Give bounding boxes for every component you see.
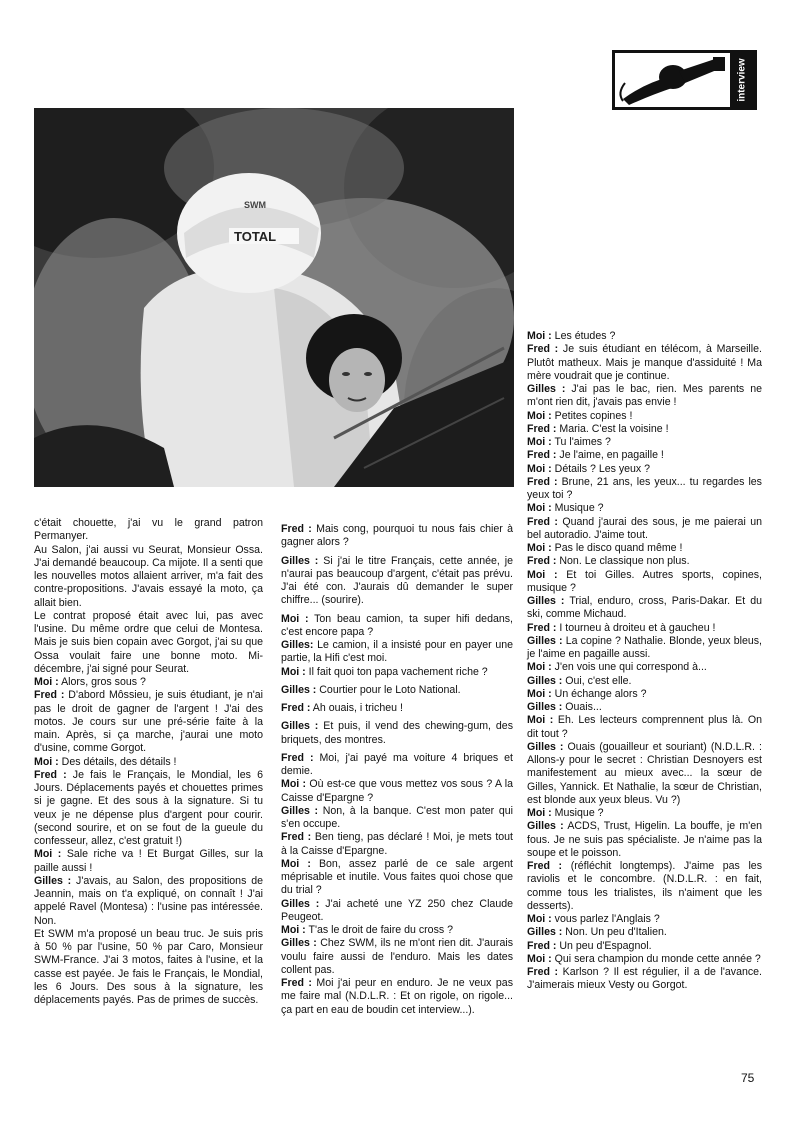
paragraph: Fred : Ah ouais, i tricheu ! [281,702,403,714]
paragraph: Gilles : La copine ? Nathalie. Blonde, yeux bleus, je l'aime en pagaille aussi. [527,634,762,660]
paragraph: Fred : I tourneu à droiteu et à gaucheu ! [527,621,716,634]
paragraph: Moi : Tu l'aimes ? [527,436,611,448]
paragraph: Moi : Musique ? [527,807,604,819]
paragraph: Gilles: Le camion, il a insisté pour en payer une partie, la Hifi c'est moi. [281,639,513,665]
paragraph: Moi : Des détails, des détails ! [34,755,177,768]
svg-text:SWM: SWM [244,200,266,210]
paragraph: Gilles : Non, à la banque. C'est mon pater qui s'en occupe. [281,804,513,830]
paragraph: c'était chouette, j'ai vu le grand patron Permanyer. [34,517,263,543]
paragraph: Gilles : Courtier pour le Loto National. [281,683,461,696]
paragraph: Fred : Je l'aime, en pagaille ! [527,449,664,462]
paragraph: Moi : Ton beau camion, ta super hifi dedans, c'est encore papa ? [281,612,513,638]
page-number: 75 [741,1071,755,1085]
paragraph: Moi : J'en vois une qui correspond à... [527,661,707,674]
paragraph: Moi : Qui sera champion du monde cette année ? [527,952,761,965]
article-column-2 [281,523,513,1017]
paragraph: Fred : (réfléchit longtemps). J'aime pas les raviolis et le concombre. (N.D.L.R. : en fait, comme tous les trialistes, ils n'aiment que les desserts). [527,860,762,912]
paragraph: Et SWM m'a proposé un beau truc. Je suis pris à 50 % par l'usine, 50 % par Caro, Monsieur SWM-France. J'ai 3 motos, faites à l'usine, et la casse est payée. Je fais le Français, le Mondial, les 6 Jours. Des sous à la signature, les déplacements payés. Pas de primes de succès. [34,927,263,1006]
paragraph: Fred : Moi j'ai peur en enduro. Je ne veux pas me faire mal (N.D.L.R. : Et on rigole, on rigole... ça part en eau de boudin cet interview...). [281,977,513,1016]
paragraph: Moi : Alors, gros sous ? [34,676,146,688]
paragraph: Moi : Où est-ce que vous mettez vos sous ? A la Caisse d'Epargne ? [281,778,513,804]
paragraph: Fred : Un peu d'Espagnol. [527,939,652,952]
paragraph: Moi : Petites copines ! [527,409,633,422]
paragraph: Le contrat proposé était avec lui, pas avec l'usine. Du même ordre que celui de Montesa. Mais je suis bien copain avec Gorgot, j'ai su que Ossa voulait faire une bonne moto. Mi-décembre, j'ai signé pour Seurat. [34,609,263,675]
paragraph: Fred : Moi, j'ai payé ma voiture 4 briques et demie. [281,751,513,777]
paragraph: Moi : Pas le disco quand même ! [527,542,683,554]
paragraph: Moi : vous parlez l'Anglais ? [527,913,660,925]
paragraph: Moi : Et toi Gilles. Autres sports, copines, musique ? [527,568,762,594]
paragraph: Gilles : J'ai pas le bac, rien. Mes parents ne m'ont rien dit, j'avais pas envie ! [527,383,762,409]
microphone-hand-icon [615,53,733,107]
paragraph: Gilles : Si j'ai le titre Français, cette année, je n'aurai pas beaucoup d'argent, c'était pas prévu. J'ai été con. J'aurais dû demander le super chiffre... (sourire). [281,554,513,607]
paragraph: Moi : Un échange alors ? [527,687,647,700]
paragraph: Moi : Les études ? [527,330,616,342]
paragraph: Moi : Musique ? [527,502,604,515]
paragraph: Gilles : Oui, c'est elle. [527,674,632,687]
rider-photo [34,108,514,487]
paragraph: Fred : Je fais le Français, le Mondial, les 6 Jours. Déplacements payés et chouettes primes si je gagne. Et des sous à la signature. Si tu veux je ne dépense plus d'argent pour courir. (second sourire, et on se fout de la gueule du confesseur, allez, c'est gratuit !) [34,768,264,847]
article-column-3 [527,330,762,993]
paragraph: Moi : Sale riche va ! Et Burgat Gilles, sur la paille aussi ! [34,848,263,874]
paragraph: Fred : Karlson ? Il est régulier, il a de l'avance. J'aimerais mieux Vesty ou Gorgot. [527,966,762,992]
interview-tab [730,53,754,107]
interview-logo [612,50,757,110]
paragraph: Moi : Eh. Les lecteurs comprennent plus là. On dit tout ? [527,714,762,740]
paragraph: Gilles : J'avais, au Salon, des propositions de Jeannin, mais on t'a expliqué, on connaît ! J'ai appelé Ravel (Montesa) : l'usine pas intéressée. Non. [34,874,263,927]
svg-text:TOTAL: TOTAL [234,229,277,244]
paragraph: Gilles : Chez SWM, ils ne m'ont rien dit. J'aurais voulu faire aussi de l'enduro. Mais les dates collent pas. [281,937,513,976]
paragraph: Gilles : Trial, enduro, cross, Paris-Dakar. Et du ski, comme Michaud. [527,595,762,621]
paragraph: Moi : Bon, assez parlé de ce sale argent méprisable et inutile. Vous faites quoi chose que du trial ? [281,857,513,897]
paragraph: Fred : Brune, 21 ans, les yeux... tu regardes les yeux toi ? [527,475,762,501]
paragraph: Gilles : Non. Un peu d'Italien. [527,926,667,939]
paragraph: Fred : Non. Le classique non plus. [527,555,690,568]
paragraph: Fred : Ben tieng, pas déclaré ! Moi, je mets tout à la Caisse d'Epargne. [281,831,513,857]
article-column-1 [34,517,263,1007]
paragraph: Fred : D'abord Môssieu, je suis étudiant, je n'ai pas le droit de gagner de l'argent ! J'ai des motos. Je cours sur une pré-série faite à la main. Après, si ça marche, j'aurai une moto d'usine, comme Gorgot. [34,689,263,755]
paragraph: Gilles : Ouais (gouailleur et souriant) (N.D.L.R. : Allons-y pour le secret : Christian Desnoyers est manifestement au mieux avec... la sœur de Gilles, Yannick. Et Nathalie, la sœur de Christian, est blonde aux yeux bleus. Vu ?) [527,740,762,806]
paragraph: Gilles : ACDS, Trust, Higelin. La bouffe, je m'en fous. Je ne suis pas spécialiste. Je n'aime pas la soupe et le poisson. [527,820,762,859]
paragraph: Gilles : Et puis, il vend des chewing-gum, des briquets, des montres. [281,720,513,746]
paragraph: Moi : Détails ? Les yeux ? [527,462,651,475]
paragraph: Moi : Il fait quoi ton papa vachement riche ? [281,665,488,678]
paragraph: Gilles : Ouais... [527,701,602,713]
paragraph: Gilles : J'ai acheté une YZ 250 chez Claude Peugeot. [281,897,513,923]
paragraph: Fred : Maria. C'est la voisine ! [527,422,669,435]
paragraph: Au Salon, j'ai aussi vu Seurat, Monsieur Ossa. J'ai demandé beaucoup. Ca mijote. Il a senti que les nouvelles motos allaient arriver, m'a fait des contre-propositions. J'avais essayé la moto, ça allait bien. [34,543,263,609]
interview-label: interview [736,58,748,102]
paragraph: Fred : Mais cong, pourquoi tu nous fais chier à gagner alors ? [281,523,514,549]
paragraph: Fred : Quand j'aurai des sous, je me paierai un bel autoradio. J'aime tout. [527,515,763,541]
paragraph: Fred : Je suis étudiant en télécom, à Marseille. Plutôt matheux. Mais je manque d'assiduité ! Ma mère voudrait que je continue. [527,343,762,382]
paragraph: Moi : T'as le droit de faire du cross ? [281,924,454,936]
